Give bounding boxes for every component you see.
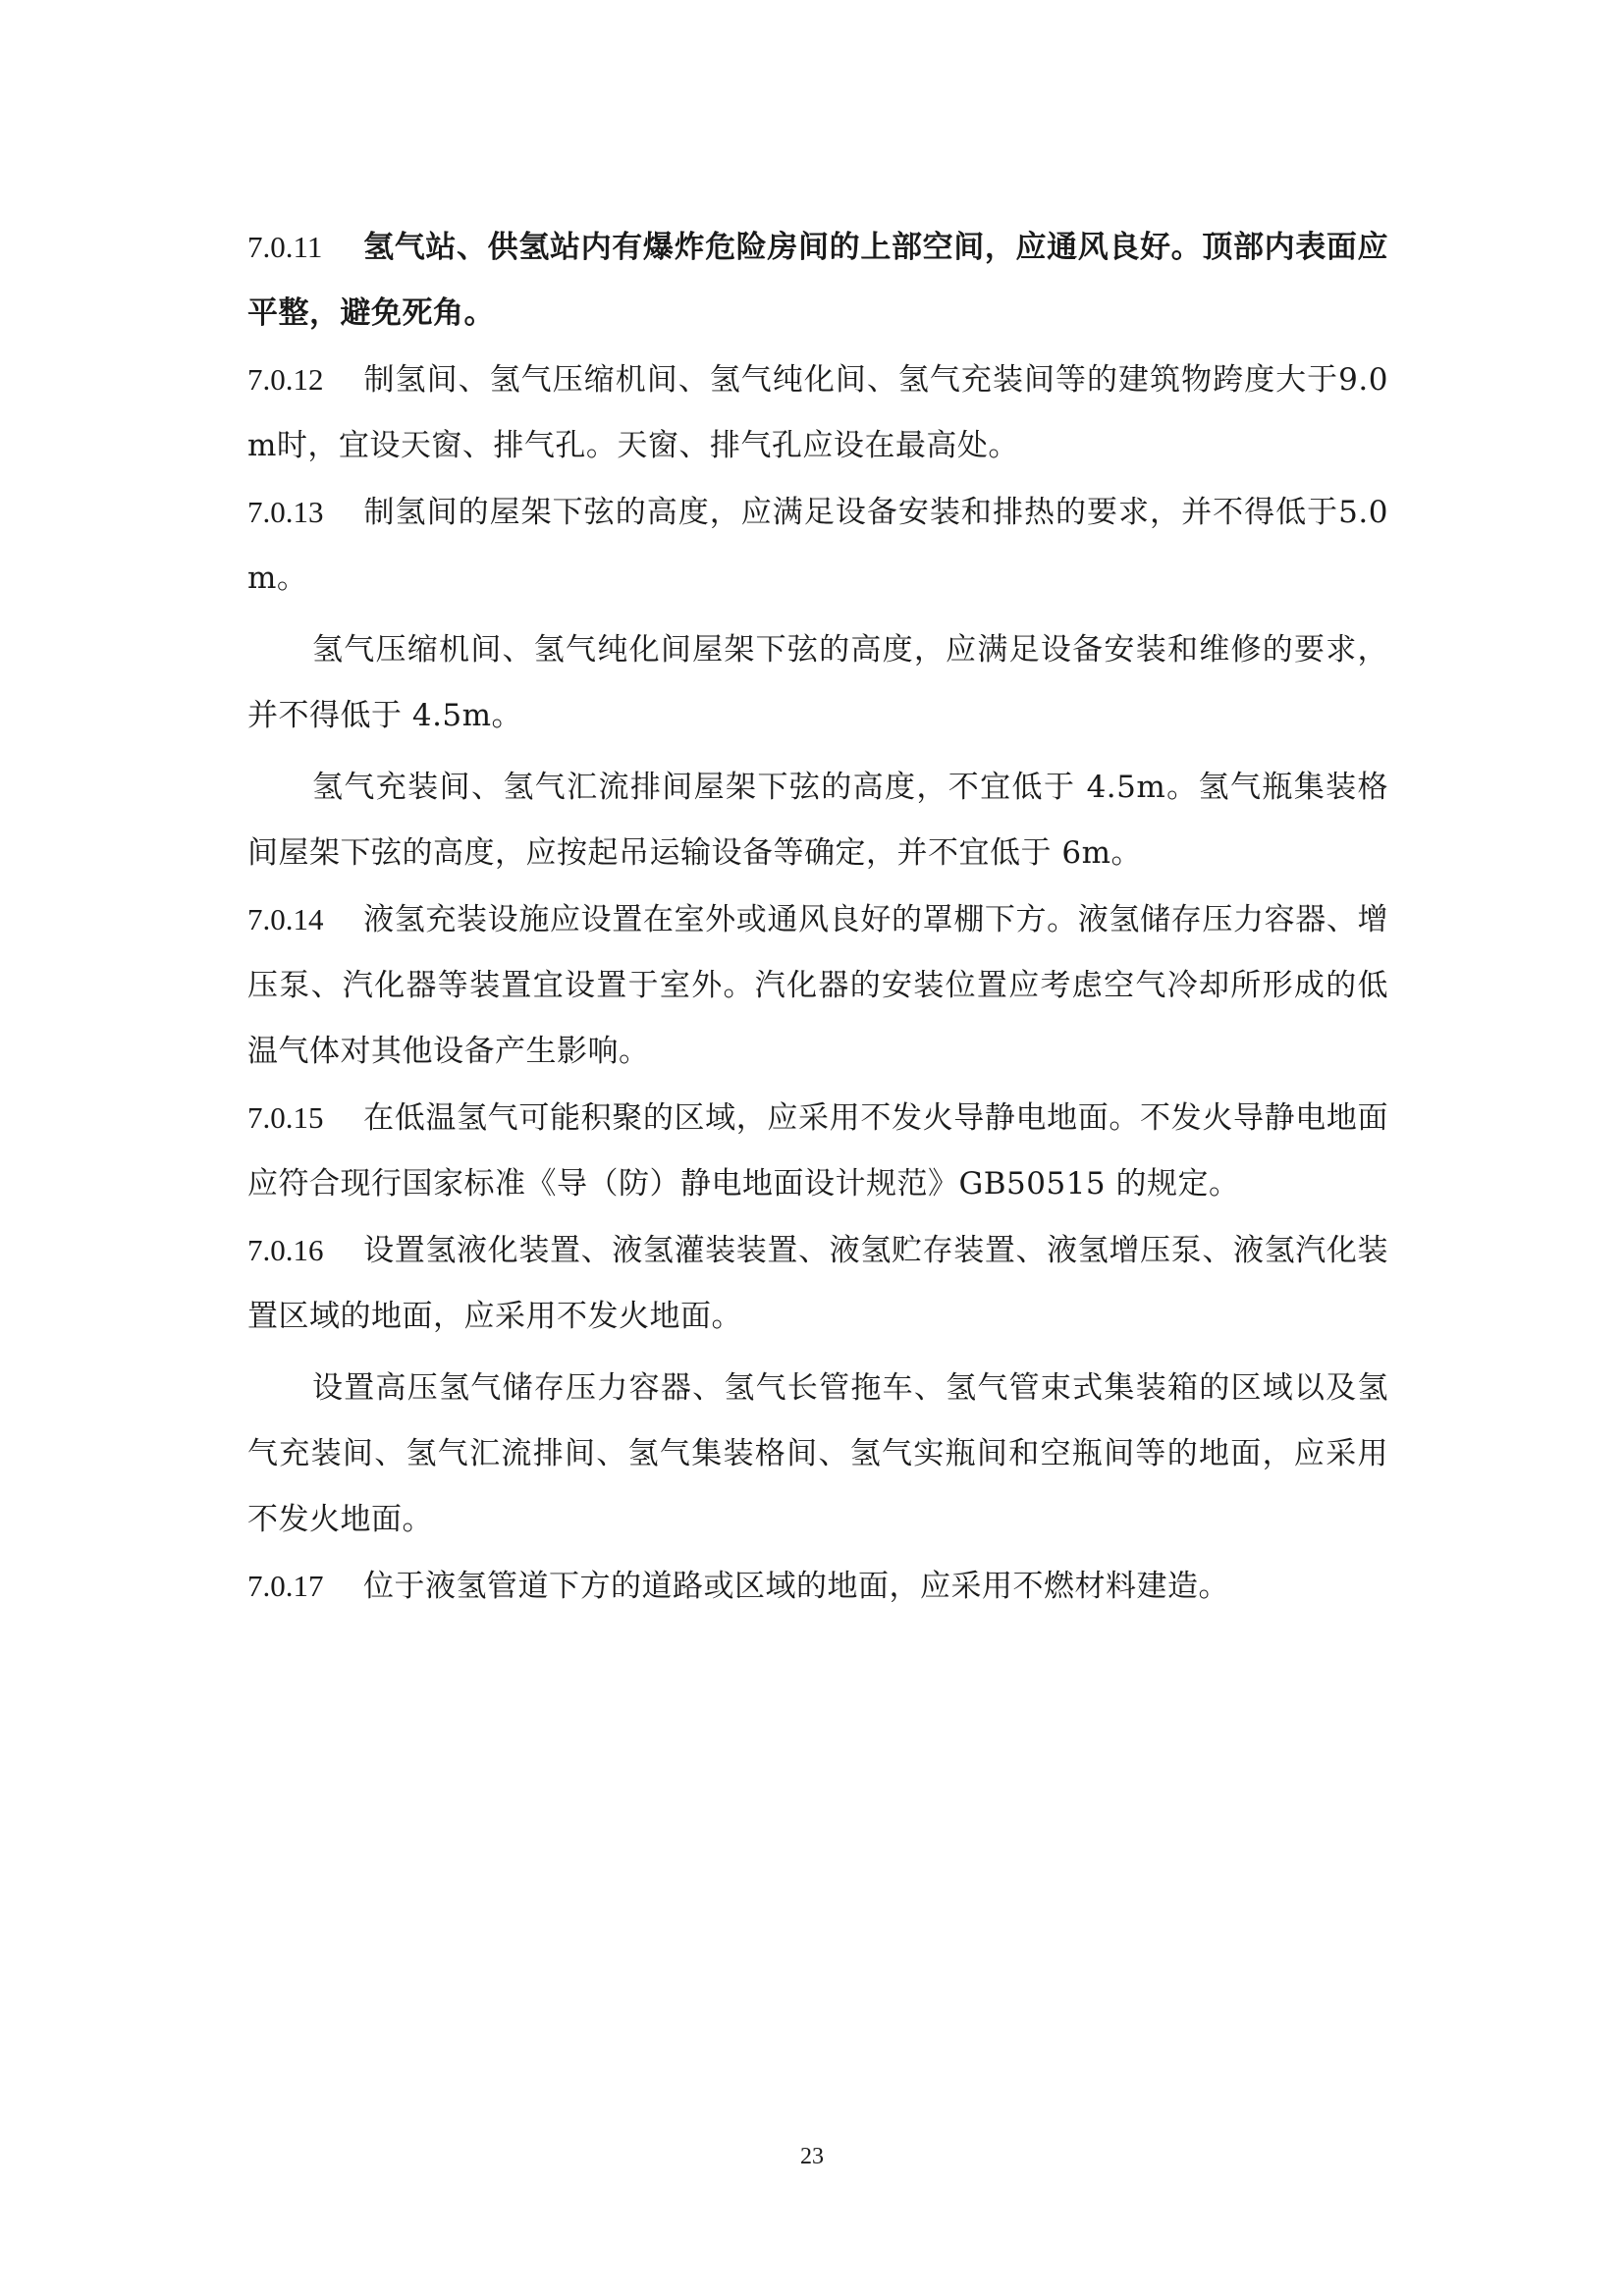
clause-7-0-12: [247, 347, 1388, 479]
clause-number: 7.0.16: [247, 1233, 324, 1267]
clause-7-0-16-paragraph-1: 设置高压氢气储存压力容器、氢气长管拖车、氢气管束式集装箱的区域以及氢气充装间、氢气汇流排间、氢气集装格间、氢气实瓶间和空瓶间等的地面，应采用不发火地面。: [247, 1370, 1388, 1537]
document-body: [247, 214, 1388, 1620]
clause-number: 7.0.13: [247, 495, 324, 529]
page-number: 23: [800, 2144, 824, 2169]
clause-text: 位于液氢管道下方的道路或区域的地面，应采用不燃材料建造。: [363, 1569, 1229, 1604]
clause-text: 制氢间的屋架下弦的高度，应满足设备安装和排热的要求，并不得低于5.0m。: [247, 495, 1388, 596]
clause-7-0-13-paragraph-2: 氢气充装间、氢气汇流排间屋架下弦的高度，不宜低于 4.5m。氢气瓶集装格间屋架下弦的高度，应按起吊运输设备等确定，并不宜低于 6m。: [247, 770, 1388, 871]
clause-7-0-17: [247, 1553, 1388, 1620]
clause-number: 7.0.14: [247, 902, 324, 936]
clause-number: 7.0.12: [247, 362, 324, 397]
clause-7-0-14: [247, 886, 1388, 1085]
clause-7-0-11: [247, 214, 1388, 347]
clause-text: 液氢充装设施应设置在室外或通风良好的罩棚下方。液氢储存压力容器、增压泵、汽化器等装置宜设置于室外。汽化器的安装位置应考虑空气冷却所形成的低温气体对其他设备产生影响。: [247, 902, 1388, 1069]
clause-7-0-13: [247, 479, 1388, 612]
clause-text: 在低温氢气可能积聚的区域，应采用不发火导静电地面。不发火导静电地面应符合现行国家标准《导（防）静电地面设计规范》GB50515 的规定。: [247, 1100, 1388, 1201]
clause-7-0-15: [247, 1085, 1388, 1217]
clause-7-0-13-paragraph-1: 氢气压缩机间、氢气纯化间屋架下弦的高度，应满足设备安装和维修的要求，并不得低于 4.5m。: [247, 632, 1388, 733]
clause-text: 制氢间、氢气压缩机间、氢气纯化间、氢气充装间等的建筑物跨度大于9.0m时，宜设天窗、排气孔。天窗、排气孔应设在最高处。: [247, 362, 1388, 463]
clause-text: 氢气站、供氢站内有爆炸危险房间的上部空间，应通风良好。顶部内表面应平整，避免死角。: [247, 230, 1388, 331]
clause-text: 设置氢液化装置、液氢灌装装置、液氢贮存装置、液氢增压泵、液氢汽化装置区域的地面，应采用不发火地面。: [247, 1233, 1388, 1334]
clause-7-0-16: [247, 1217, 1388, 1350]
clause-number: 7.0.15: [247, 1100, 324, 1135]
clause-number: 7.0.17: [247, 1569, 324, 1603]
clause-number: 7.0.11: [247, 230, 323, 264]
